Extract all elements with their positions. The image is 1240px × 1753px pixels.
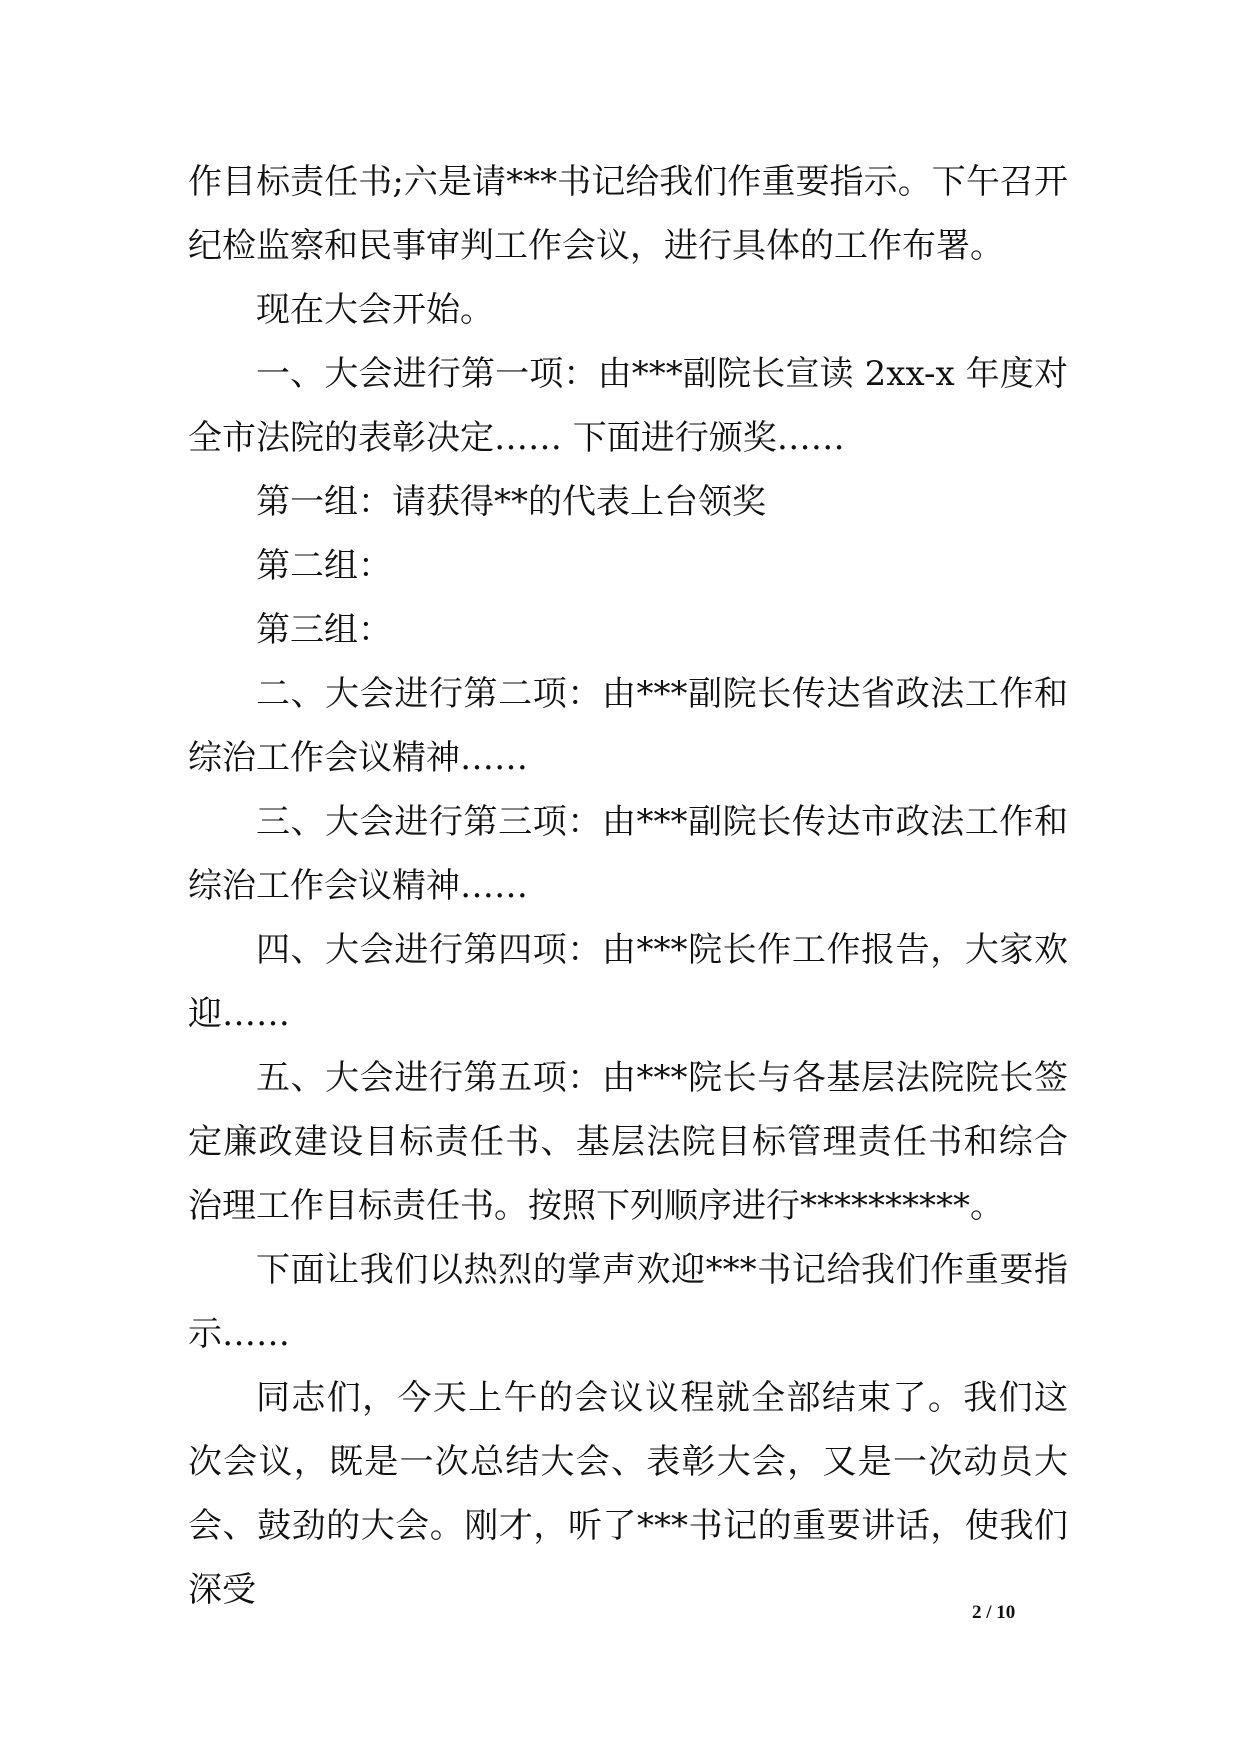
paragraph-closing: 同志们，今天上午的会议议程就全部结束了。我们这次会议，既是一次总结大会、表彰大会，又是一次动员大会、鼓劲的大会。刚才，听了***书记的重要讲话，使我们深受 — [188, 1378, 1068, 1610]
paragraph-group-two: 第二组： — [256, 546, 392, 586]
paragraph-group-three: 第三组： — [256, 610, 392, 650]
paragraph-item-two: 二、大会进行第二项：由***副院长传达省政法工作和综治工作会议精神…… — [188, 674, 1068, 778]
document-body — [188, 150, 1068, 1622]
paragraph-group-one: 第一组：请获得**的代表上台领奖 — [256, 482, 766, 522]
paragraph-item-five: 五、大会进行第五项：由***院长与各基层法院院长签定廉政建设目标责任书、基层法院目标管理责任书和综合治理工作目标责任书。按照下列顺序进行**********。 — [188, 1058, 1068, 1226]
paragraph-item-three: 三、大会进行第三项：由***副院长传达市政法工作和综治工作会议精神…… — [188, 802, 1068, 906]
paragraph-meeting-start: 现在大会开始。 — [256, 290, 494, 330]
paragraph-continuation: 作目标责任书;六是请***书记给我们作重要指示。下午召开纪检监察和民事审判工作会议，进行具体的工作布署。 — [188, 162, 1068, 266]
page-number: 2 / 10 — [972, 1602, 1016, 1623]
paragraph-item-one: 一、大会进行第一项：由***副院长宣读 2xx-x 年度对全市法院的表彰决定…… 下面进行颁奖…… — [188, 354, 1068, 458]
paragraph-item-four: 四、大会进行第四项：由***院长作工作报告，大家欢迎…… — [188, 930, 1068, 1034]
paragraph-instruction: 下面让我们以热烈的掌声欢迎***书记给我们作重要指示…… — [188, 1250, 1068, 1354]
